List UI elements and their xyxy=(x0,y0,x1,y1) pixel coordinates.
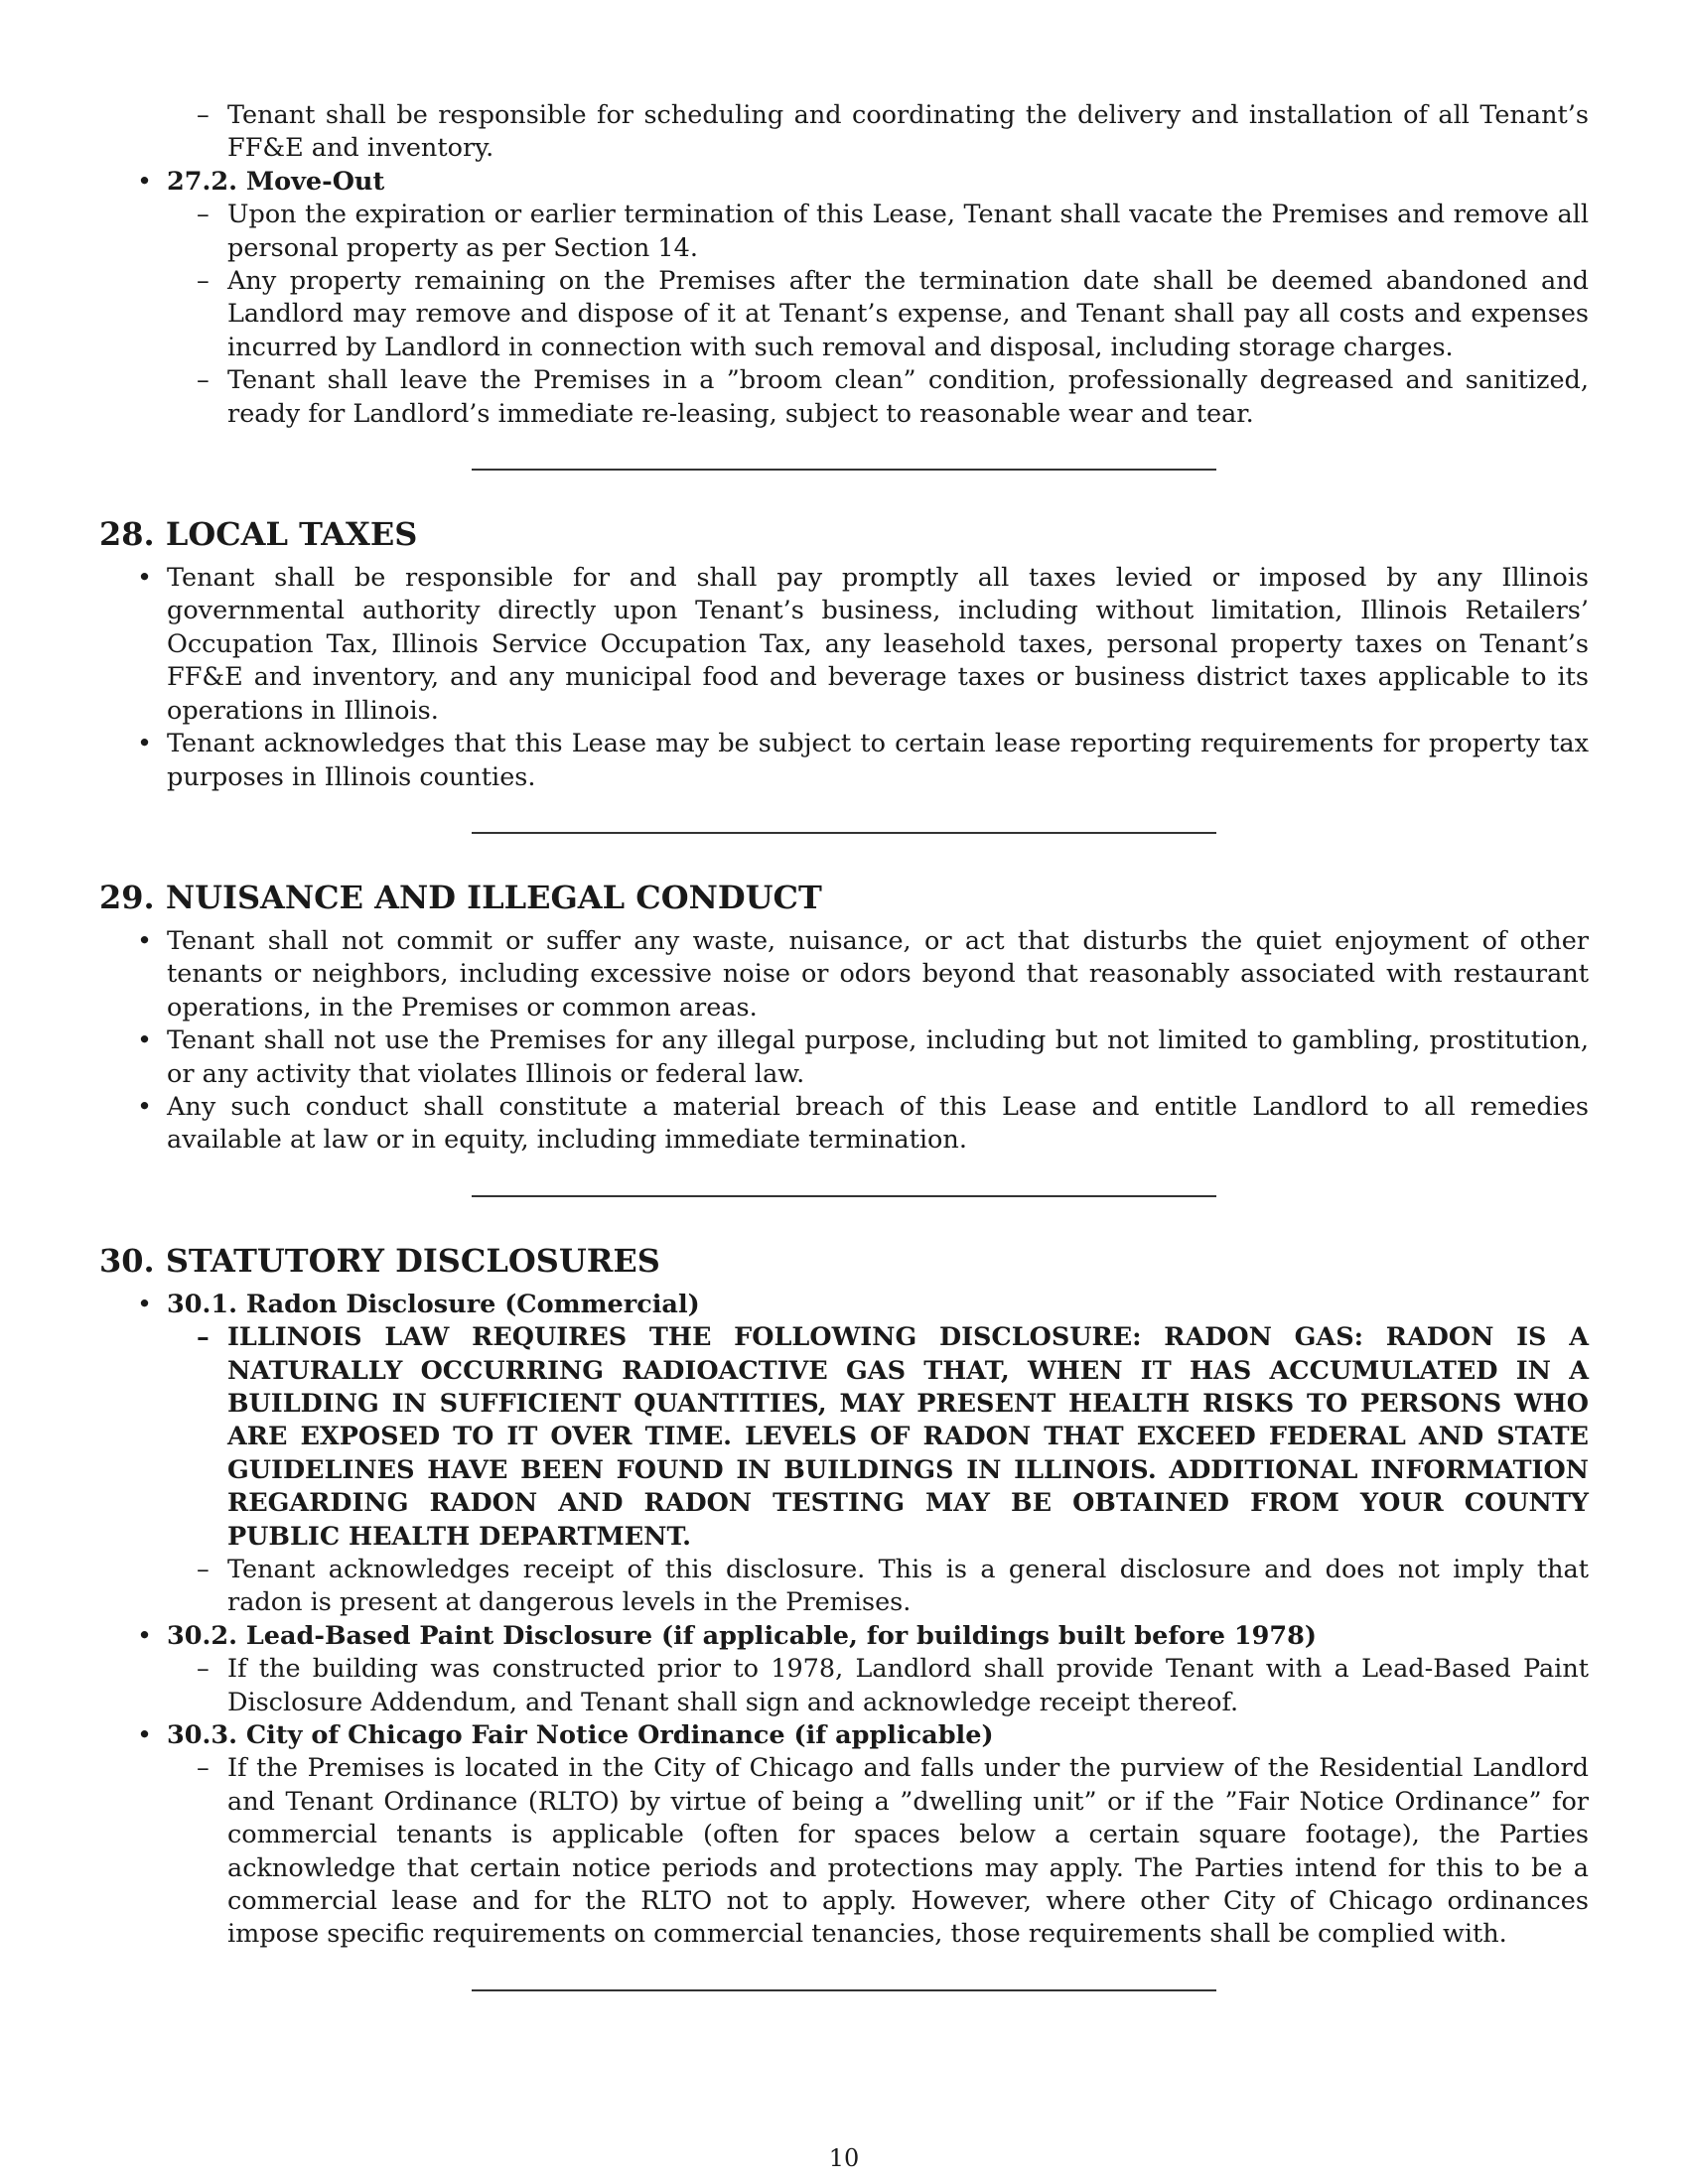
continuation-list xyxy=(167,99,1589,166)
move-out-list xyxy=(99,166,1589,431)
subsection-heading: 30.2. Lead-Based Paint Disclosure (if applicable, for buildings built before 1978) xyxy=(167,1620,1317,1651)
subsection-heading: 30.3. City of Chicago Fair Notice Ordinance (if applicable) xyxy=(167,1720,994,1751)
list-item: – If the building was constructed prior to 1978, Landlord shall provide Tenant with a Lead-Based Paint Disclosure Addendum, and Tenant shall sign and acknowledge receipt thereof. xyxy=(167,1653,1589,1719)
radon-notice: – ILLINOIS LAW REQUIRES THE FOLLOWING DISCLOSURE: RADON GAS: RADON IS A NATURALLY OCCURRING RADIOACTIVE GAS THAT, WHEN IT HAS ACCUMULATED IN A BUILDING IN SUFFICIENT QUANTITIES, MAY PRESENT HEALTH RISKS TO PERSONS WHO ARE EXPOSED TO IT OVER TIME. LEVELS OF RADON THAT EXCEED FEDERAL AND STATE GUIDELINES HAVE BEEN FOUND IN BUILDINGS IN ILLINOIS. ADDITIONAL INFORMATION REGARDING RADON AND RADON TESTING MAY BE OBTAINED FROM YOUR COUNTY PUBLIC HEALTH DEPARTMENT. xyxy=(167,1321,1589,1554)
section-title: 28. LOCAL TAXES xyxy=(99,515,418,554)
list-item: • Tenant shall not use the Premises for any illegal purpose, including but not limited to gambling, prostitution, or any activity that violates Illinois or federal law. xyxy=(99,1024,1589,1091)
subsection-heading: 30.1. Radon Disclosure (Commercial) xyxy=(167,1289,700,1319)
list-item xyxy=(99,1289,1589,1620)
section-divider xyxy=(472,469,1216,471)
list-item: – Tenant shall leave the Premises in a ”broom clean” condition, professionally degreased and sanitized, ready for Landlord’s immediate re-leasing, subject to reasonable wear and tear. xyxy=(167,364,1589,431)
local-taxes-list xyxy=(99,562,1589,794)
list-item xyxy=(99,1719,1589,1952)
list-item: – Any property remaining on the Premises after the termination date shall be deemed abandoned and Landlord may remove and dispose of it at Tenant’s expense, and Tenant shall pay all costs and expenses incurred by Landlord in connection with such removal and disposal, including storage charges. xyxy=(167,265,1589,364)
page-number: 10 xyxy=(828,2144,860,2172)
section-divider xyxy=(472,1195,1216,1197)
list-item: • Any such conduct shall constitute a material breach of this Lease and entitle Landlord to all remedies available at law or in equity, including immediate termination. xyxy=(99,1091,1589,1158)
list-item: • Tenant shall not commit or suffer any waste, nuisance, or act that disturbs the quiet enjoyment of other tenants or neighbors, including excessive noise or odors beyond that reasonably associated with restaurant operations, in the Premises or common areas. xyxy=(99,925,1589,1024)
section-divider xyxy=(472,1989,1216,1991)
list-item xyxy=(99,1620,1589,1719)
list-item: – Tenant acknowledges receipt of this disclosure. This is a general disclosure and does not imply that radon is present at dangerous levels in the Premises. xyxy=(167,1554,1589,1620)
document-page xyxy=(99,99,1589,1991)
lead-items xyxy=(167,1653,1589,1719)
list-item: • Tenant shall be responsible for and shall pay promptly all taxes levied or imposed by any Illinois governmental authority directly upon Tenant’s business, including without limitation, Illinois Retailers’ Occupation Tax, Illinois Service Occupation Tax, any leasehold taxes, personal property taxes on Tenant’s FF&E and inventory, and any municipal food and beverage taxes or business district taxes applicable to its operations in Illinois. xyxy=(99,562,1589,728)
list-item xyxy=(99,166,1589,431)
move-out-items xyxy=(167,199,1589,431)
disclosures-list xyxy=(99,1289,1589,1952)
subsection-heading: 27.2. Move-Out xyxy=(167,166,385,197)
radon-items xyxy=(167,1321,1589,1620)
section-divider xyxy=(472,832,1216,834)
section-title: 30. STATUTORY DISCLOSURES xyxy=(99,1241,660,1280)
list-item: – Upon the expiration or earlier termination of this Lease, Tenant shall vacate the Premises and remove all personal property as per Section 14. xyxy=(167,199,1589,265)
chicago-items xyxy=(167,1752,1589,1951)
section-title: 29. NUISANCE AND ILLEGAL CONDUCT xyxy=(99,878,822,916)
list-item: – Tenant shall be responsible for scheduling and coordinating the delivery and installation of all Tenant’s FF&E and inventory. xyxy=(167,99,1589,166)
nuisance-list xyxy=(99,925,1589,1158)
list-item: – If the Premises is located in the City of Chicago and falls under the purview of the Residential Landlord and Tenant Ordinance (RLTO) by virtue of being a ”dwelling unit” or if the ”Fair Notice Ordinance” for commercial tenants is applicable (often for spaces below a certain square footage), the Parties acknowledge that certain notice periods and protections may apply. The Parties intend for this to be a commercial lease and for the RLTO not to apply. However, where other City of Chicago ordinances impose specific requirements on commercial tenancies, those requirements shall be complied with. xyxy=(167,1752,1589,1951)
list-item: • Tenant acknowledges that this Lease may be subject to certain lease reporting requirements for property tax purposes in Illinois counties. xyxy=(99,728,1589,794)
